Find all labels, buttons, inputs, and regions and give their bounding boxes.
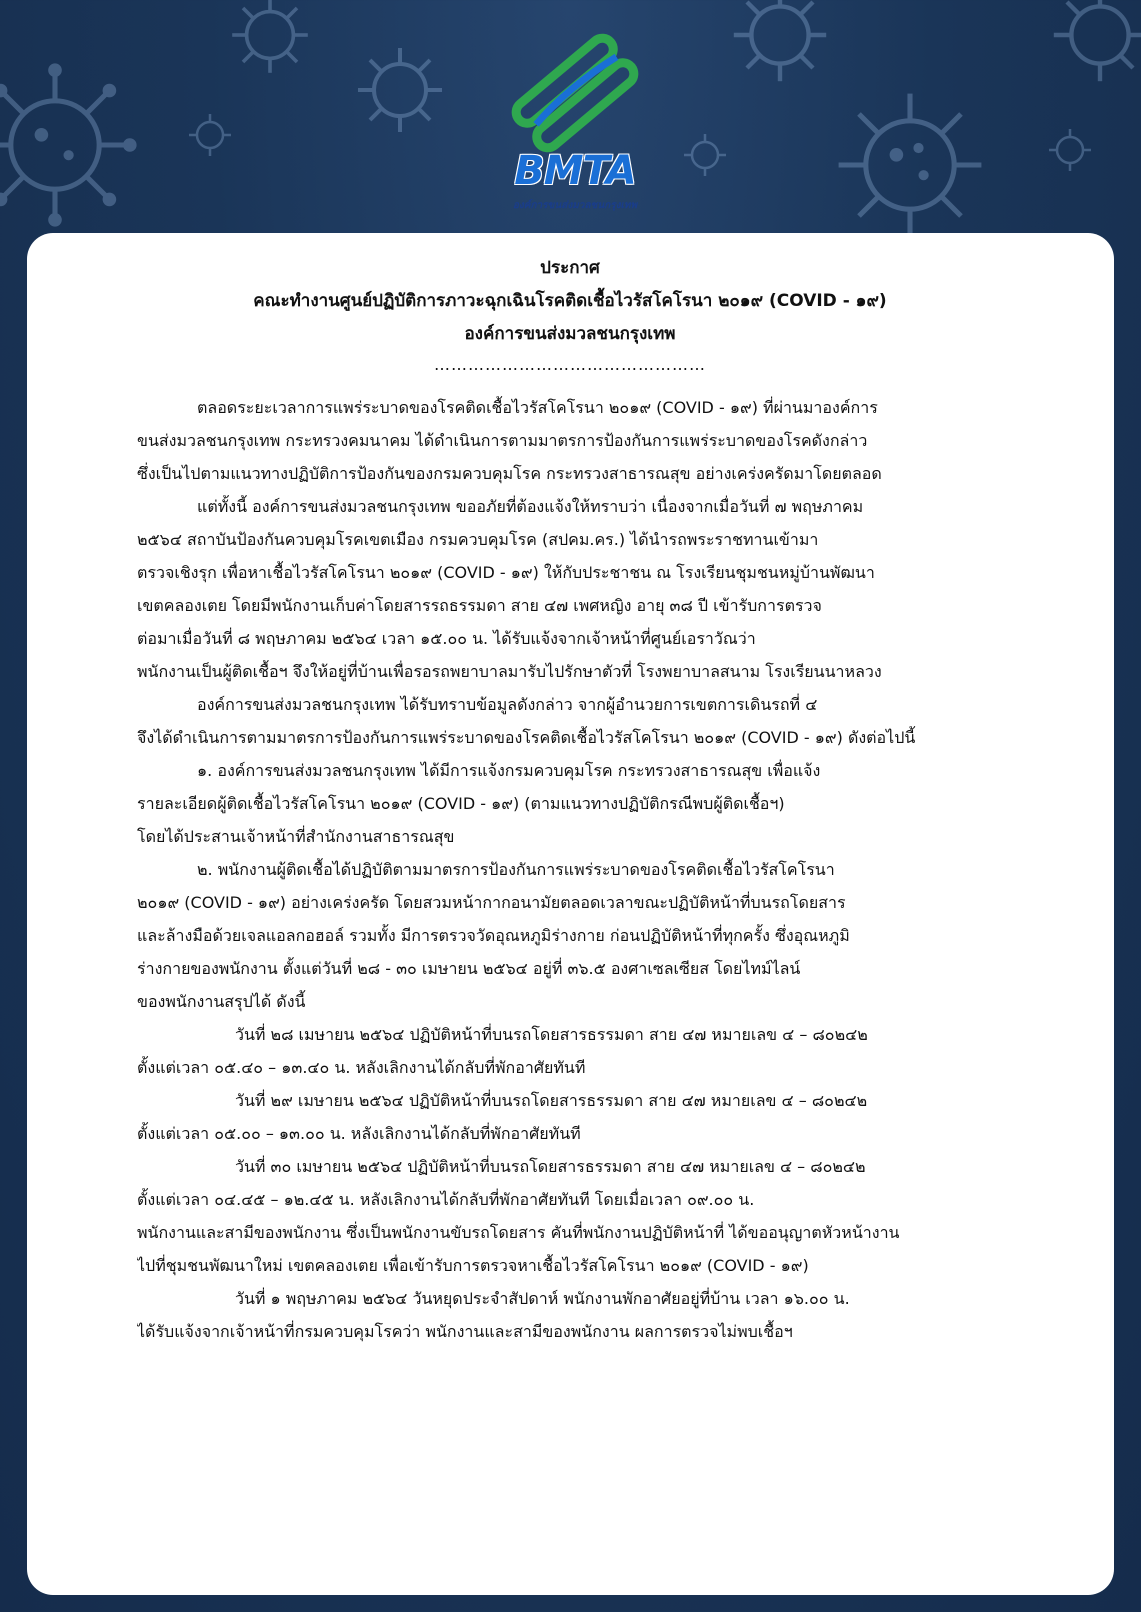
bmta-emblem-icon: [485, 28, 665, 158]
body-line: ๒๐๑๙ (COVID - ๑๙) อย่างเคร่งครัด โดยสวมหน้ากากอนามัยตลอดเวลาขณะปฏิบัติหน้าที่บนรถโดยสาร: [137, 893, 846, 912]
body-line: วันที่ ๓๐ เมษายน ๒๕๖๔ ปฏิบัติหน้าที่บนรถโดยสารธรรมดา สาย ๔๗ หมายเลข ๔ – ๘๐๒๔๒: [235, 1157, 866, 1176]
body-line: ตั้งแต่เวลา ๐๕.๔๐ – ๑๓.๔๐ น. หลังเลิกงานได้กลับที่พักอาศัยทันที: [137, 1058, 586, 1077]
body-line: ตั้งแต่เวลา ๐๔.๔๕ – ๑๒.๔๕ น. หลังเลิกงานได้กลับที่พักอาศัยทันที โดยเมื่อเวลา ๐๙.๐๐ น.: [137, 1190, 755, 1209]
body-line: วันที่ ๑ พฤษภาคม ๒๕๖๔ วันหยุดประจำสัปดาห์ พนักงานพักอาศัยอยู่ที่บ้าน เวลา ๑๖.๐๐ น.: [235, 1289, 850, 1308]
logo-text: BMTA: [514, 148, 636, 194]
announcement-document: [137, 252, 1003, 1348]
body-line: ตั้งแต่เวลา ๐๕.๐๐ – ๑๓.๐๐ น. หลังเลิกงานได้กลับที่พักอาศัยทันที: [137, 1124, 581, 1143]
body-line: พนักงานและสามีของพนักงาน ซึ่งเป็นพนักงานขับรถโดยสาร คันที่พนักงานปฏิบัติหน้าที่ ได้ขออนุญาตหัวหน้างาน: [137, 1223, 900, 1242]
announcement-body: [137, 391, 1003, 1348]
body-line: และล้างมือด้วยเจลแอลกอฮอล์ รวมทั้ง มีการตรวจวัดอุณหภูมิร่างกาย ก่อนปฏิบัติหน้าที่ทุกครั้ง ซึ่งอุณหภูมิ: [137, 926, 850, 945]
body-line: ขนส่งมวลชนกรุงเทพ กระทรวงคมนาคม ได้ดำเนินการตามมาตรการป้องกันการแพร่ระบาดของโรคดังกล่าว: [137, 431, 868, 450]
body-line: ซึ่งเป็นไปตามแนวทางปฏิบัติการป้องกันของกรมควบคุมโรค กระทรวงสาธารณสุข อย่างเคร่งครัดมาโดยตลอด: [137, 464, 882, 483]
title-divider: …………………………………………: [434, 355, 706, 374]
body-line: ๒๕๖๔ สถาบันป้องกันควบคุมโรคเขตเมือง กรมควบคุมโรค (สปคม.คร.) ได้นำรถพระราชทานเข้ามา: [137, 530, 819, 549]
virus-decoration-icon: [185, 110, 235, 160]
body-line: ต่อมาเมื่อวันที่ ๘ พฤษภาคม ๒๕๖๔ เวลา ๑๕.๐๐ น. ได้รับแจ้งจากเจ้าหน้าที่ศูนย์เอราวัณว่า: [137, 629, 756, 648]
virus-decoration-icon: [680, 130, 730, 180]
body-line: ตลอดระยะเวลาการแพร่ระบาดของโรคติดเชื้อไวรัสโคโรนา ๒๐๑๙ (COVID - ๑๙) ที่ผ่านมาองค์การ: [197, 398, 878, 417]
body-line: วันที่ ๒๘ เมษายน ๒๕๖๔ ปฏิบัติหน้าที่บนรถโดยสารธรรมดา สาย ๔๗ หมายเลข ๔ – ๘๐๒๔๒: [235, 1025, 868, 1044]
announcement-organization: องค์การขนส่งมวลชนกรุงเทพ: [464, 324, 676, 344]
virus-decoration-icon: [225, 0, 315, 80]
virus-decoration-icon: [350, 40, 450, 140]
body-line: แต่ทั้งนี้ องค์การขนส่งมวลชนกรุงเทพ ขออภัยที่ต้องแจ้งให้ทราบว่า เนื่องจากเมื่อวันที่ ๗ พฤษภาคม: [197, 497, 864, 516]
virus-decoration-icon: [1045, 0, 1141, 90]
virus-decoration-icon: [0, 60, 140, 230]
body-line: ร่างกายของพนักงาน ตั้งแต่วันที่ ๒๘ - ๓๐ เมษายน ๒๕๖๔ อยู่ที่ ๓๖.๕ องศาเซลเซียส โดยไทม์ไลน์: [137, 959, 801, 978]
bmta-logo: [485, 28, 665, 218]
body-line: ๒. พนักงานผู้ติดเชื้อได้ปฏิบัติตามมาตรการป้องกันการแพร่ระบาดของโรคติดเชื้อไวรัสโคโรนา: [197, 860, 835, 879]
body-line: ได้รับแจ้งจากเจ้าหน้าที่กรมควบคุมโรคว่า พนักงานและสามีของพนักงาน ผลการตรวจไม่พบเชื้อฯ: [137, 1322, 793, 1341]
virus-decoration-icon: [725, 0, 835, 90]
body-line: เขตคลองเตย โดยมีพนักงานเก็บค่าโดยสารรถธรรมดา สาย ๔๗ เพศหญิง อายุ ๓๘ ปี เข้ารับการตรวจ: [137, 596, 822, 615]
body-line: ๑. องค์การขนส่งมวลชนกรุงเทพ ได้มีการแจ้งกรมควบคุมโรค กระทรวงสาธารณสุข เพื่อแจ้ง: [197, 761, 821, 780]
body-line: ไปที่ชุมชนพัฒนาใหม่ เขตคลองเตย เพื่อเข้ารับการตรวจหาเชื้อไวรัสโคโรนา ๒๐๑๙ (COVID - ๑๙): [137, 1256, 809, 1275]
virus-decoration-icon: [825, 80, 995, 250]
body-line: ของพนักงานสรุปได้ ดังนี้: [137, 992, 306, 1011]
virus-decoration-icon: [1045, 125, 1095, 175]
body-line: จึงได้ดำเนินการตามมาตรการป้องกันการแพร่ระบาดของโรคติดเชื้อไวรัสโคโรนา ๒๐๑๙ (COVID - ๑๙) ดังต่อไปนี้: [137, 728, 916, 747]
body-line: โดยได้ประสานเจ้าหน้าที่สำนักงานสาธารณสุข: [137, 827, 455, 846]
body-line: รายละเอียดผู้ติดเชื้อไวรัสโคโรนา ๒๐๑๙ (COVID - ๑๙) (ตามแนวทางปฏิบัติกรณีพบผู้ติดเชื้อฯ): [137, 794, 785, 813]
announcement-title: ประกาศ: [540, 258, 600, 278]
logo-subtext: องค์การขนส่งมวลชนกรุงเทพ: [512, 200, 638, 211]
body-line: วันที่ ๒๙ เมษายน ๒๕๖๔ ปฏิบัติหน้าที่บนรถโดยสารธรรมดา สาย ๔๗ หมายเลข ๔ – ๘๐๒๔๒: [235, 1091, 868, 1110]
announcement-subtitle: คณะทำงานศูนย์ปฏิบัติการภาวะฉุกเฉินโรคติดเชื้อไวรัสโคโรนา ๒๐๑๙ (COVID - ๑๙): [253, 291, 887, 311]
body-line: พนักงานเป็นผู้ติดเชื้อฯ จึงให้อยู่ที่บ้านเพื่อรอรถพยาบาลมารับไปรักษาตัวที่ โรงพยาบาลสนาม โรงเรียนนาหลวง: [137, 662, 882, 681]
body-line: องค์การขนส่งมวลชนกรุงเทพ ได้รับทราบข้อมูลดังกล่าว จากผู้อำนวยการเขตการเดินรถที่ ๔: [197, 695, 818, 714]
body-line: ตรวจเชิงรุก เพื่อหาเชื้อไวรัสโคโรนา ๒๐๑๙ (COVID - ๑๙) ให้กับประชาชน ณ โรงเรียนชุมชนหมู่บ้านพัฒนา: [137, 563, 875, 582]
